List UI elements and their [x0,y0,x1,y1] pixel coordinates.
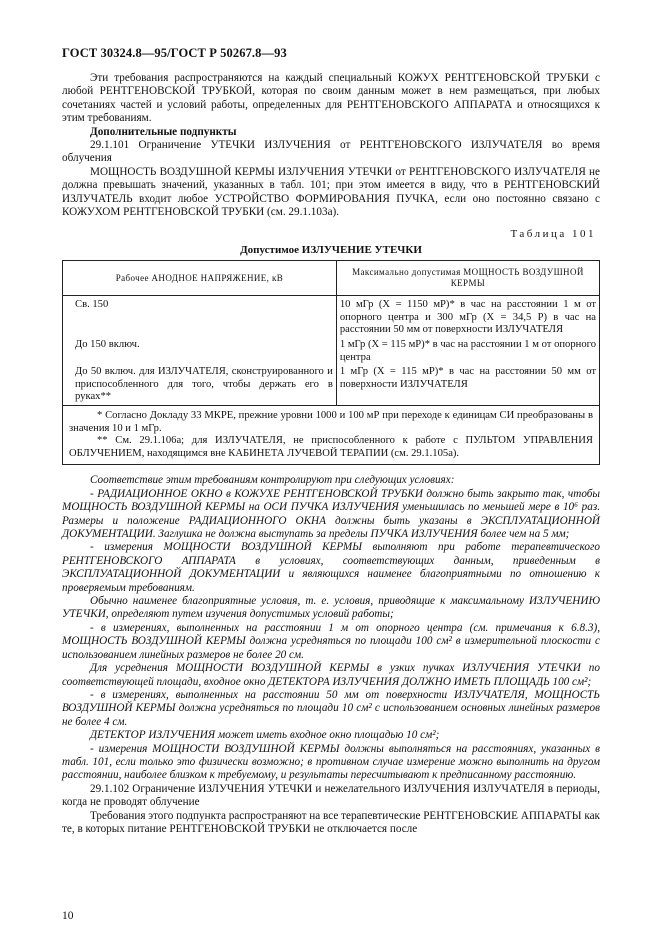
clause-29-1-102: 29.1.102 Ограничение ИЗЛУЧЕНИЯ УТЕЧКИ и нежелательного ИЗЛУЧЕНИЯ ИЗЛУЧАТЕЛЯ в периоды, когда не проводят облучение [62,782,600,809]
clause-29-1-101: 29.1.101 Ограничение УТЕЧКИ ИЗЛУЧЕНИЯ от РЕНТГЕНОВСКОГО ИЗЛУЧАТЕЛЯ во время облучения [62,139,600,165]
table-notes-cell [63,406,600,465]
compliance-item: ДЕТЕКТОР ИЗЛУЧЕНИЯ может иметь входное окно площадью 10 см²; [90,729,440,742]
table-header-limit: Максимально допустимая МОЩНОСТЬ ВОЗДУШНОЙ КЕРМЫ [336,261,599,296]
table-cell-limit: 1 мГр (Х = 115 мР)* в час на расстоянии 1 м от опорного центра [339,339,596,363]
compliance-item: - измерения МОЩНОСТИ ВОЗДУШНОЙ КЕРМЫ должны выполняться на расстояниях, указанных в табл. 101, если только это физически возможно; в противном случае измерение можно выполнить на другом расстоянии, наиболее близком к требуемому, и результаты пересчитывают к предписанному расстоянию. [62,742,600,782]
paragraph: Требования этого подпункта распространяют на все терапевтические РЕНТГЕНОВСКИЕ АППАРАТЫ как те, в которых питание РЕНТГЕНОВСКОЙ ТРУБКИ не отключается после [62,809,600,835]
table-header-voltage: Рабочее АНОДНОЕ НАПРЯЖЕНИЕ, кВ [63,261,337,296]
table-notes [63,406,600,465]
page-number: 10 [62,910,74,922]
table-cell-voltage: До 50 включ. для ИЗЛУЧАТЕЛЯ, сконструированного и приспособленного для того, чтобы держать его в руках** [63,365,337,405]
compliance-intro: Соответствие этим требованиям контролируют при следующих условиях: [90,474,455,487]
paragraph: МОЩНОСТЬ ВОЗДУШНОЙ КЕРМЫ ИЗЛУЧЕНИЯ УТЕЧКИ от РЕНТГЕНОВСКОГО ИЗЛУЧАТЕЛЯ не должна превышать значений, указанных в табл. 101; при этом имеется в виду, что в РЕНТГЕНОВСКИЙ ИЗЛУЧАТЕЛЬ входит любое УСТРОЙСТВО ФОРМИРОВАНИЯ ПУЧКА, если оно постоянно связано с КОЖУХОМ РЕНТГЕНОВСКОЙ ТРУБКИ (см. 29.1.103а). [62,165,600,219]
compliance-item: - в измерениях, выполненных на расстоянии 50 мм от поверхности ИЗЛУЧАТЕЛЯ, МОЩНОСТЬ ВОЗДУШНОЙ КЕРМЫ должна усредняться по площади 10 см² с использованием основных линейных размеров не более 4 см. [62,688,600,728]
compliance-item: - РАДИАЦИОННОЕ ОКНО в КОЖУХЕ РЕНТГЕНОВСКОЙ ТРУБКИ должно быть закрыто так, чтобы МОЩНОСТЬ ВОЗДУШНОЙ КЕРМЫ на ОСИ ПУЧКА ИЗЛУЧЕНИЯ уменьшилась по меньшей мере в 10⁶ раз. Размеры и положение РАДИАЦИОННОГО ОКНА должны быть указаны в ЭКСПЛУАТАЦИОННОЙ ДОКУМЕНТАЦИИ. Заглушка не должна выступать за пределы ПУЧКА ИЗЛУЧЕНИЯ более чем на 5 мм; [62,487,600,541]
table-cell-limit: 1 мГр (Х = 115 мР)* в час на расстоянии 50 мм от поверхности ИЗЛУЧАТЕЛЯ [339,366,596,390]
compliance-item: - в измерениях, выполненных на расстоянии 1 м от опорного центра (см. примечания к 6.8.3), МОЩНОСТЬ ВОЗДУШНОЙ КЕРМЫ должна усредняться по площади 100 см² в измерительной плоскости с использованием линейных размеров не более 20 см. [62,621,600,661]
table-cell-limit: 10 мГр (Х = 1150 мР)* в час на расстоянии 1 м от опорного центра и 300 мГр (Х = 34,5 Р) в час на расстоянии 50 мм от поверхности ИЗЛУЧАТЕЛЯ [339,299,596,336]
document-body [62,72,600,836]
table-note: ** См. 29.1.106а; для ИЗЛУЧАТЕЛЯ, не приспособленного к работе с ПУЛЬТОМ УПРАВЛЕНИЯ ОБЛУЧЕНИЕМ, находящимся вне КАБИНЕТА ЛУЧЕВОЙ ТЕРАПИИ (см. 29.1.105а). [69,435,593,459]
table-title: Допустимое ИЗЛУЧЕНИЕ УТЕЧКИ [240,243,422,256]
table-note: * Согласно Докладу 33 МКРЕ, прежние уровни 1000 и 100 мР при переходе к единицам СИ преобразованы в значения 10 и 1 мГр. [69,410,593,434]
compliance-item: - измерения МОЩНОСТИ ВОЗДУШНОЙ КЕРМЫ выполняют при работе терапевтического РЕНТГЕНОВСКОГО АППАРАТА в условиях, соответствующих данным, приведенным в ЭКСПЛУАТАЦИОННОЙ ДОКУМЕНТАЦИИ и являющихся наименее благоприятными по отношению к проверяемым требованиям. [62,541,600,594]
paragraph: Эти требования распространяются на каждый специальный КОЖУХ РЕНТГЕНОВСКОЙ ТРУБКИ с любой РЕНТГЕНОВСКОЙ ТРУБКОЙ, которая по своим данным может в нем размещаться, при любых сочетаниях частей и условий работы, определенных для РЕНТГЕНОВСКОГО АППАРАТА и относящихся к этим требованиям. [62,72,600,125]
compliance-item: Для усреднения МОЩНОСТИ ВОЗДУШНОЙ КЕРМЫ в узких пучках ИЗЛУЧЕНИЯ УТЕЧКИ по соответствующей площади, входное окно ДЕТЕКТОРА ИЗЛУЧЕНИЯ ДОЛЖНО ИМЕТЬ ПЛОЩАДЬ 100 см²; [62,662,600,688]
standard-header: ГОСТ 30324.8—95/ГОСТ Р 50267.8—93 [62,46,287,60]
table-row [63,296,600,338]
compliance-item: Обычно наименее благоприятные условия, т. е. условия, приводящие к максимальному ИЗЛУЧЕНИЮ УТЕЧКИ, определяют путем изучения допустимых условий работы; [62,595,600,621]
table-cell-voltage: До 150 включ. [63,338,337,365]
table-row [63,338,600,365]
table-number: Таблица 101 [510,228,596,241]
table-row [63,365,600,405]
subheading: Дополнительные подпункты [90,125,237,138]
leakage-table [62,260,600,465]
table-cell-voltage: Св. 150 [63,296,337,338]
